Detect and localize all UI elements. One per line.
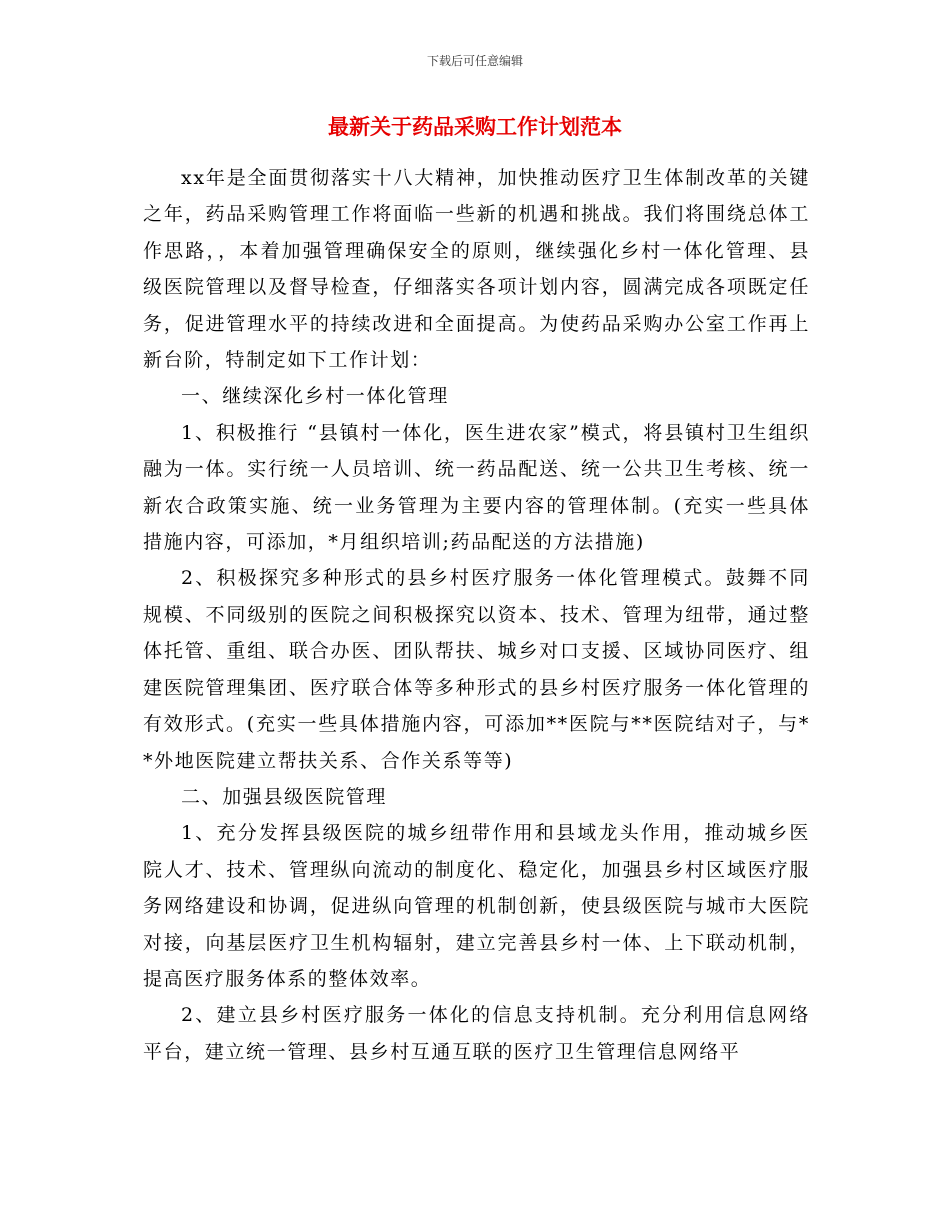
section-heading-2: 二、加强县级医院管理 <box>181 785 388 808</box>
document-title: 最新关于药品采购工作计划范本 <box>328 115 622 139</box>
paragraph-1-1: 1、积极推行 “县镇村一体化，医生进农家”模式，将县镇村卫生组织融为一体。实行统一人员培训、统一药品配送、统一公共卫生考核、统一新农合政策实施、统一业务管理为主要内容的管理体制。(充实一些具体措施内容，可添加，*月组织培训;药品配送的方法措施) <box>143 421 810 554</box>
paragraph-1-2: 2、积极探究多种形式的县乡村医疗服务一体化管理模式。鼓舞不同规模、不同级别的医院之间积极探究以资本、技术、管理为纽带，通过整体托管、重组、联合办医、团队帮扶、城乡对口支援、区域协同医疗、组建医院管理集团、医疗联合体等多种形式的县乡村医疗服务一体化管理的有效形式。(充实一些具体措施内容，可添加**医院与**医院结对子，与**外地医院建立帮扶关系、合作关系等等) <box>143 567 810 772</box>
paragraph-2-1: 1、充分发挥县级医院的城乡纽带作用和县域龙头作用，推动城乡医院人才、技术、管理纵向流动的制度化、稳定化，加强县乡村区域医疗服务网络建设和协调，促进纵向管理的机制创新，使县级医院与城市大医院对接，向基层医疗卫生机构辐射，建立完善县乡村一体、上下联动机制，提高医疗服务体系的整体效率。 <box>143 822 810 990</box>
document-body <box>143 160 810 1070</box>
paragraph-intro: xx年是全面贯彻落实十八大精神，加快推动医疗卫生体制改革的关键之年，药品采购管理工作将面临一些新的机遇和挑战。我们将围绕总体工作思路，，本着加强管理确保安全的原则，继续强化乡村一体化管理、县级医院管理以及督导检查，仔细落实各项计划内容，圆满完成各项既定任务，促进管理水平的持续改进和全面提高。为使药品采购办公室工作再上新台阶，特制定如下工作计划： <box>143 167 810 372</box>
paragraph-2-2: 2、建立县乡村医疗服务一体化的信息支持机制。充分利用信息网络平台，建立统一管理、县乡村互通互联的医疗卫生管理信息网络平 <box>143 1004 810 1063</box>
section-heading-1: 一、继续深化乡村一体化管理 <box>181 385 449 408</box>
header-note: 下载后可任意编辑 <box>426 54 523 68</box>
